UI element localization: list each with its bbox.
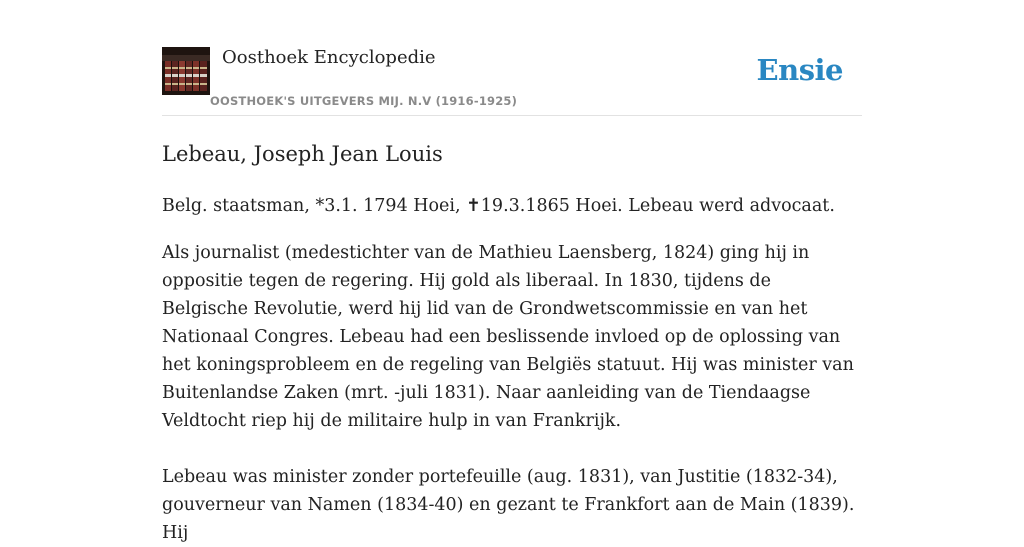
article-paragraph: Belg. staatsman, *3.1. 1794 Hoei, ✝19.3.1865 Hoei. Lebeau werd advocaat. <box>162 196 835 216</box>
source-subtitle: OOSTHOEK'S UITGEVERS MIJ. N.V (1916-1925) <box>210 94 518 108</box>
source-title[interactable]: Oosthoek Encyclopedie <box>222 47 436 68</box>
article-paragraph: Als journalist (medestichter van de Mathieu Laensberg, 1824) ging hij in oppositie tegen de regering. Hij gold als liberaal. In 1830, tijdens de Belgische Revolutie, werd hij lid van de Grondwetscommissie en van het Nationaal Congres. Lebeau had een beslissende invloed op de oplossing van het koningsprobleem en de regeling van Belgiës statuut. Hij was minister van Buitenlandse Zaken (mrt. -juli 1831). Naar aanleiding van de Tiendaagse Veldtocht riep hij de militaire hulp in van Frankrijk. <box>162 243 854 431</box>
article <box>162 138 862 547</box>
book-spines-icon <box>162 47 210 95</box>
article-title: Lebeau, Joseph Jean Louis <box>162 142 443 166</box>
source-avatar[interactable] <box>162 47 210 95</box>
ensie-logo[interactable]: Ensie <box>756 53 843 87</box>
source-header <box>162 46 862 116</box>
article-paragraph: Lebeau was minister zonder portefeuille (aug. 1831), van Justitie (1832-34), gouverneur van Namen (1834-40) en gezant te Frankfort aan de Main (1839). Hij <box>162 467 855 543</box>
